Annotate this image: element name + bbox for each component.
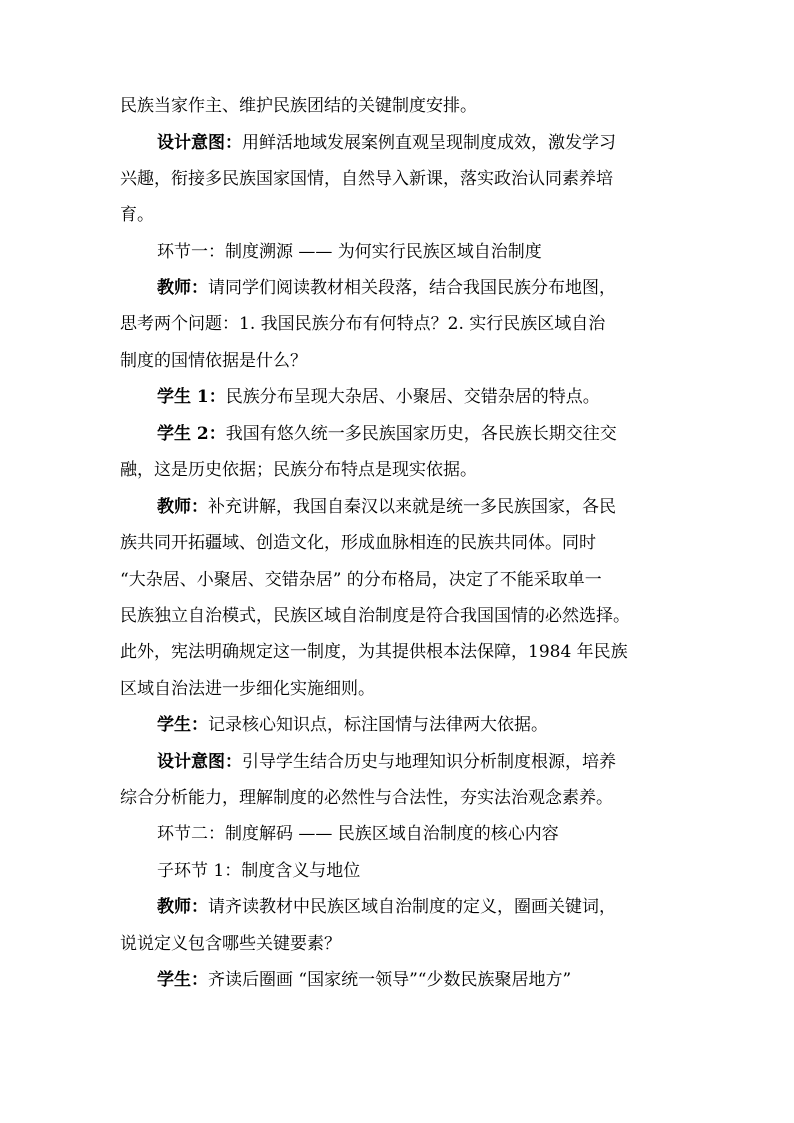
text-line: 学生 1：民族分布呈现大杂居、小聚居、交错杂居的特点。 xyxy=(157,387,600,407)
line-label: 学生 2： xyxy=(157,424,226,444)
text-line: 族共同开拓疆域、创造文化，形成血脉相连的民族共同体。同时 xyxy=(120,533,596,553)
line-label: 学生： xyxy=(157,970,208,990)
text-line: 此外，宪法明确规定这一制度，为其提供根本法保障，1984 年民族 xyxy=(120,642,628,662)
line-label: 设计意图： xyxy=(157,752,242,772)
text-line: 育。 xyxy=(120,205,154,225)
text-line: 融，这是历史依据；民族分布特点是现实依据。 xyxy=(120,460,477,480)
section-heading: 环节二：制度解码 —— 民族区域自治制度的核心内容 xyxy=(157,824,559,844)
text-line: 区域自治法进一步细化实施细则。 xyxy=(120,679,375,699)
text-line: 说说定义包含哪些关键要素？ xyxy=(120,934,341,954)
line-label: 学生 1： xyxy=(157,387,226,407)
text-line: 综合分析能力，理解制度的必然性与合法性，夯实法治观念素养。 xyxy=(120,788,613,808)
text-line: 兴趣，衔接多民族国家国情，自然导入新课，落实政治认同素养培 xyxy=(120,169,613,189)
text-line: 设计意图：用鲜活地域发展案例直观呈现制度成效，激发学习 xyxy=(157,133,616,153)
section-heading: 环节一：制度溯源 —— 为何实行民族区域自治制度 xyxy=(157,242,542,262)
text-line: 学生：齐读后圈画 “国家统一领导”“少数民族聚居地方” xyxy=(157,970,572,990)
text-line: 教师：请同学们阅读教材相关段落，结合我国民族分布地图， xyxy=(157,278,616,298)
text-line: 民族当家作主、维护民族团结的关键制度安排。 xyxy=(120,96,477,116)
text-line: 制度的国情依据是什么？ xyxy=(120,351,307,371)
text-line: 民族独立自治模式，民族区域自治制度是符合我国国情的必然选择。 xyxy=(120,606,630,626)
line-label: 教师： xyxy=(157,497,208,517)
text-line: 教师：请齐读教材中民族区域自治制度的定义，圈画关键词， xyxy=(157,897,616,917)
text-line: 设计意图：引导学生结合历史与地理知识分析制度根源，培养 xyxy=(157,752,616,772)
line-label: 设计意图： xyxy=(157,133,242,153)
line-label: 教师： xyxy=(157,278,208,298)
text-line: 学生：记录核心知识点，标注国情与法律两大依据。 xyxy=(157,715,548,735)
text-line: “大杂居、小聚居、交错杂居” 的分布格局，决定了不能采取单一 xyxy=(120,570,602,590)
subsection-heading: 子环节 1：制度含义与地位 xyxy=(157,861,361,881)
line-label: 教师： xyxy=(157,897,208,917)
line-label: 学生： xyxy=(157,715,208,735)
text-line: 教师：补充讲解，我国自秦汉以来就是统一多民族国家，各民 xyxy=(157,497,616,517)
text-line: 思考两个问题：1. 我国民族分布有何特点？2. 实行民族区域自治 xyxy=(120,314,606,334)
text-line: 学生 2：我国有悠久统一多民族国家历史，各民族长期交往交 xyxy=(157,424,617,444)
